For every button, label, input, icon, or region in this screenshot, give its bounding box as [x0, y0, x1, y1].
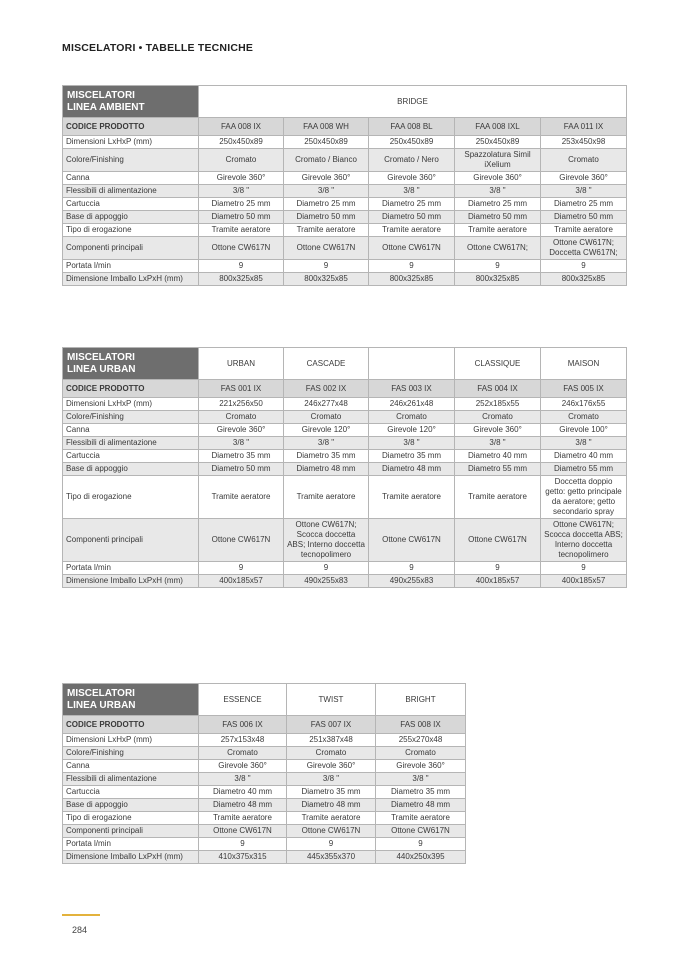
row-label: Flessibili di alimentazione: [63, 773, 199, 786]
table-cell: 250x450x89: [369, 136, 455, 149]
table-cell: Cromato: [199, 149, 284, 172]
table-cell: 3/8 ": [541, 185, 627, 198]
table-cell: Ottone CW617N; Scocca doccetta ABS; Interno doccetta tecnopolimero: [541, 519, 627, 562]
table-cell: Ottone CW617N: [287, 825, 376, 838]
table-cell: 490x255x83: [369, 575, 455, 588]
table-cell: 9: [455, 562, 541, 575]
row-label: Dimensioni LxHxP (mm): [63, 734, 199, 747]
table-cell: Diametro 35 mm: [369, 450, 455, 463]
table-cell: Diametro 55 mm: [541, 463, 627, 476]
table-cell: 3/8 ": [455, 437, 541, 450]
table-cell: Girevole 360°: [376, 760, 466, 773]
table-cell: 3/8 ": [199, 773, 287, 786]
row-label: Dimensione Imballo LxPxH (mm): [63, 273, 199, 286]
table-cell: Tramite aeratore: [287, 812, 376, 825]
table-cell: Ottone CW617N: [455, 519, 541, 562]
table-cell: Cromato: [376, 747, 466, 760]
table-cell: Girevole 360°: [455, 424, 541, 437]
table-cell: 400x185x57: [455, 575, 541, 588]
table-cell: 9: [199, 260, 284, 273]
table-cell: Spazzolatura Simil iXelium: [455, 149, 541, 172]
table-cell: Diametro 35 mm: [199, 450, 284, 463]
row-label: Portata l/min: [63, 562, 199, 575]
row-label: Dimensioni LxHxP (mm): [63, 136, 199, 149]
row-label: Cartuccia: [63, 450, 199, 463]
table-cell: Diametro 50 mm: [541, 211, 627, 224]
table-cell: Ottone CW617N: [369, 519, 455, 562]
table-cell: Cromato: [369, 411, 455, 424]
page-number: 284: [72, 925, 88, 935]
table-cell: Diametro 25 mm: [369, 198, 455, 211]
row-label: Componenti principali: [63, 519, 199, 562]
table-cell: 252x185x55: [455, 398, 541, 411]
table-cell: Girevole 360°: [199, 172, 284, 185]
table-cell: 250x450x89: [199, 136, 284, 149]
model-name: BRIDGE: [199, 86, 627, 118]
row-label: Flessibili di alimentazione: [63, 437, 199, 450]
table-cell: 250x450x89: [455, 136, 541, 149]
table-cell: 400x185x57: [199, 575, 284, 588]
table-cell: Ottone CW617N; Doccetta CW617N;: [541, 237, 627, 260]
product-code: FAS 003 IX: [369, 380, 455, 398]
table-cell: Diametro 35 mm: [376, 786, 466, 799]
row-label: Cartuccia: [63, 786, 199, 799]
table-cell: 490x255x83: [284, 575, 369, 588]
table-cell: Ottone CW617N: [376, 825, 466, 838]
spec-table-urban: [62, 347, 627, 588]
product-code: FAA 008 BL: [369, 118, 455, 136]
table-cell: 3/8 ": [369, 185, 455, 198]
table-cell: 800x325x85: [455, 273, 541, 286]
product-code: FAS 005 IX: [541, 380, 627, 398]
spec-table-urban-2: [62, 683, 466, 864]
row-label: CODICE PRODOTTO: [63, 118, 199, 136]
row-label: Tipo di erogazione: [63, 476, 199, 519]
table-cell: Ottone CW617N: [369, 237, 455, 260]
footer-accent-line: [62, 914, 100, 916]
table-cell: Cromato: [541, 411, 627, 424]
row-label: CODICE PRODOTTO: [63, 380, 199, 398]
table-cell: Girevole 120°: [369, 424, 455, 437]
table-cell: Diametro 48 mm: [369, 463, 455, 476]
table-cell: Cromato / Bianco: [284, 149, 369, 172]
row-label: Colore/Finishing: [63, 411, 199, 424]
table-cell: Diametro 55 mm: [455, 463, 541, 476]
table-cell: 3/8 ": [284, 437, 369, 450]
product-code: FAS 007 IX: [287, 716, 376, 734]
table-cell: 9: [541, 260, 627, 273]
table-cell: Tramite aeratore: [284, 476, 369, 519]
table-cell: 445x355x370: [287, 851, 376, 864]
model-name: CASCADE: [284, 348, 369, 380]
table-cell: Diametro 40 mm: [541, 450, 627, 463]
table-cell: Diametro 48 mm: [284, 463, 369, 476]
table-cell: Girevole 360°: [199, 424, 284, 437]
product-code: FAS 008 IX: [376, 716, 466, 734]
table-cell: 440x250x395: [376, 851, 466, 864]
table-cell: 255x270x48: [376, 734, 466, 747]
table-cell: Doccetta doppio getto: getto principale da aeratore; getto secondario spray: [541, 476, 627, 519]
table-cell: 9: [455, 260, 541, 273]
table-cell: 3/8 ": [199, 185, 284, 198]
row-label: Colore/Finishing: [63, 747, 199, 760]
table-cell: Cromato: [455, 411, 541, 424]
table-cell: Diametro 25 mm: [284, 198, 369, 211]
row-label: Dimensione Imballo LxPxH (mm): [63, 575, 199, 588]
table-cell: Diametro 40 mm: [199, 786, 287, 799]
table-cell: 251x387x48: [287, 734, 376, 747]
table-cell: 246x261x48: [369, 398, 455, 411]
table-cell: 3/8 ": [369, 437, 455, 450]
table-cell: Diametro 35 mm: [287, 786, 376, 799]
table-cell: 257x153x48: [199, 734, 287, 747]
table-cell: Girevole 360°: [541, 172, 627, 185]
table-cell: Girevole 360°: [369, 172, 455, 185]
table-cell: Ottone CW617N; Scocca doccetta ABS; Interno doccetta tecnopolimero: [284, 519, 369, 562]
row-label: Colore/Finishing: [63, 149, 199, 172]
row-label: Base di appoggio: [63, 799, 199, 812]
row-label: Portata l/min: [63, 260, 199, 273]
table-cell: 800x325x85: [541, 273, 627, 286]
table-cell: Tramite aeratore: [369, 476, 455, 519]
model-name: TWIST: [287, 684, 376, 716]
table-cell: Cromato: [287, 747, 376, 760]
row-label: Flessibili di alimentazione: [63, 185, 199, 198]
table-cell: Diametro 50 mm: [199, 211, 284, 224]
table-title: MISCELATORI LINEA URBAN: [63, 348, 199, 380]
table-cell: Girevole 360°: [199, 760, 287, 773]
product-code: FAA 008 IXL: [455, 118, 541, 136]
table-cell: Ottone CW617N: [199, 237, 284, 260]
product-code: FAA 011 IX: [541, 118, 627, 136]
table-cell: Diametro 50 mm: [455, 211, 541, 224]
row-label: Componenti principali: [63, 825, 199, 838]
row-label: Canna: [63, 172, 199, 185]
table-cell: Diametro 50 mm: [284, 211, 369, 224]
table-cell: Diametro 35 mm: [284, 450, 369, 463]
table-cell: 9: [284, 260, 369, 273]
table-cell: Tramite aeratore: [376, 812, 466, 825]
model-name: ESSENCE: [199, 684, 287, 716]
table-cell: 800x325x85: [369, 273, 455, 286]
table-cell: Cromato: [284, 411, 369, 424]
table-cell: 221x256x50: [199, 398, 284, 411]
table-cell: Ottone CW617N: [199, 825, 287, 838]
table-cell: Diametro 50 mm: [199, 463, 284, 476]
row-label: Dimensione Imballo LxPxH (mm): [63, 851, 199, 864]
row-label: Canna: [63, 760, 199, 773]
table-cell: Tramite aeratore: [199, 812, 287, 825]
table-cell: Tramite aeratore: [541, 224, 627, 237]
table-cell: Cromato: [541, 149, 627, 172]
table-cell: 3/8 ": [284, 185, 369, 198]
product-code: FAS 004 IX: [455, 380, 541, 398]
product-code: FAA 008 IX: [199, 118, 284, 136]
row-label: Componenti principali: [63, 237, 199, 260]
table-cell: Girevole 120°: [284, 424, 369, 437]
table-title: MISCELATORI LINEA URBAN: [63, 684, 199, 716]
table-cell: Tramite aeratore: [369, 224, 455, 237]
table-cell: Diametro 48 mm: [287, 799, 376, 812]
spec-table-ambient: [62, 85, 627, 286]
model-name: CLASSIQUE: [455, 348, 541, 380]
table-cell: Girevole 100°: [541, 424, 627, 437]
table-cell: 9: [284, 562, 369, 575]
product-code: FAA 008 WH: [284, 118, 369, 136]
table-cell: 3/8 ": [287, 773, 376, 786]
table-cell: 3/8 ": [541, 437, 627, 450]
row-label: Portata l/min: [63, 838, 199, 851]
row-label: CODICE PRODOTTO: [63, 716, 199, 734]
table-cell: 9: [287, 838, 376, 851]
table-cell: 253x450x98: [541, 136, 627, 149]
table-cell: Diametro 48 mm: [376, 799, 466, 812]
table-cell: 800x325x85: [284, 273, 369, 286]
table-cell: 9: [199, 562, 284, 575]
table-cell: Ottone CW617N: [284, 237, 369, 260]
product-code: FAS 001 IX: [199, 380, 284, 398]
table-cell: Diametro 25 mm: [455, 198, 541, 211]
table-cell: 9: [369, 260, 455, 273]
table-cell: Girevole 360°: [455, 172, 541, 185]
table-cell: 410x375x315: [199, 851, 287, 864]
table-cell: Diametro 50 mm: [369, 211, 455, 224]
table-cell: 9: [199, 838, 287, 851]
row-label: Base di appoggio: [63, 463, 199, 476]
table-cell: 400x185x57: [541, 575, 627, 588]
table-cell: 246x277x48: [284, 398, 369, 411]
table-cell: Ottone CW617N: [199, 519, 284, 562]
table-cell: Cromato / Nero: [369, 149, 455, 172]
table-cell: Tramite aeratore: [199, 476, 284, 519]
table-cell: Diametro 25 mm: [541, 198, 627, 211]
table-cell: Tramite aeratore: [455, 224, 541, 237]
table-cell: 250x450x89: [284, 136, 369, 149]
table-cell: 246x176x55: [541, 398, 627, 411]
row-label: Base di appoggio: [63, 211, 199, 224]
table-cell: Tramite aeratore: [455, 476, 541, 519]
page-title: MISCELATORI • TABELLE TECNICHE: [62, 42, 254, 54]
row-label: Canna: [63, 424, 199, 437]
model-name: MAISON: [541, 348, 627, 380]
table-title: MISCELATORI LINEA AMBIENT: [63, 86, 199, 118]
product-code: FAS 002 IX: [284, 380, 369, 398]
table-cell: Tramite aeratore: [284, 224, 369, 237]
table-cell: 9: [541, 562, 627, 575]
row-label: Tipo di erogazione: [63, 224, 199, 237]
table-cell: Diametro 48 mm: [199, 799, 287, 812]
table-cell: Cromato: [199, 411, 284, 424]
table-cell: Girevole 360°: [287, 760, 376, 773]
table-cell: 3/8 ": [455, 185, 541, 198]
row-label: Cartuccia: [63, 198, 199, 211]
row-label: Tipo di erogazione: [63, 812, 199, 825]
model-name: [369, 348, 455, 380]
table-cell: 3/8 ": [376, 773, 466, 786]
table-cell: Cromato: [199, 747, 287, 760]
table-cell: 3/8 ": [199, 437, 284, 450]
table-cell: Diametro 40 mm: [455, 450, 541, 463]
table-cell: Tramite aeratore: [199, 224, 284, 237]
table-cell: 9: [376, 838, 466, 851]
table-cell: 800x325x85: [199, 273, 284, 286]
row-label: Dimensioni LxHxP (mm): [63, 398, 199, 411]
model-name: URBAN: [199, 348, 284, 380]
model-name: BRIGHT: [376, 684, 466, 716]
table-cell: Ottone CW617N;: [455, 237, 541, 260]
table-cell: Diametro 25 mm: [199, 198, 284, 211]
product-code: FAS 006 IX: [199, 716, 287, 734]
table-cell: Girevole 360°: [284, 172, 369, 185]
table-cell: 9: [369, 562, 455, 575]
